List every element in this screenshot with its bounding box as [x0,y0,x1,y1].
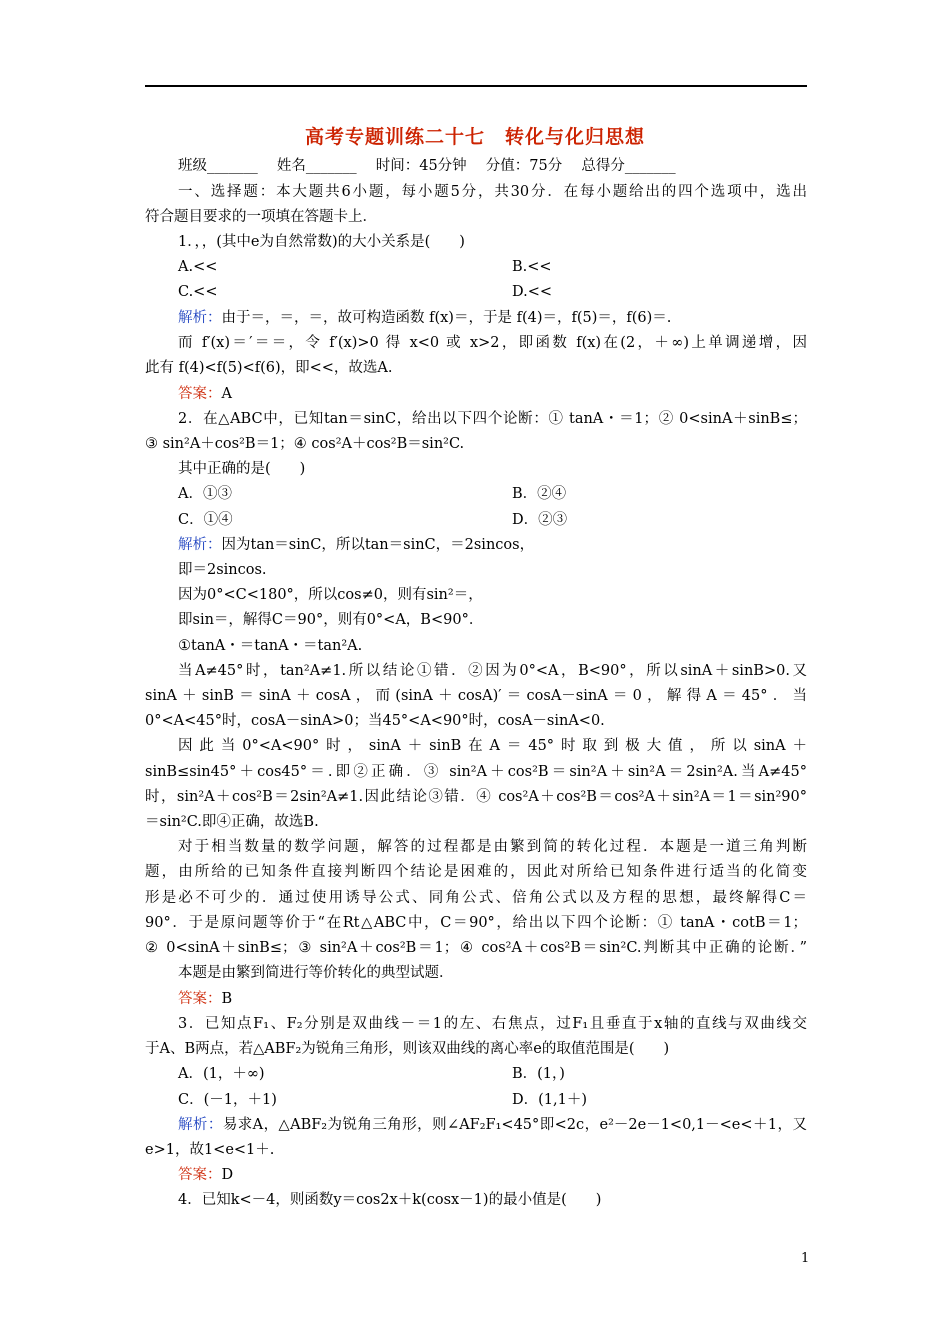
question-3-cont: 于A、B两点，若△ABF₂为锐角三角形，则该双曲线的离心率e的取值范围是( ) [145,1041,670,1057]
solution-text: ＝sin²C.即④正确，故选B. [145,814,319,830]
option-a: A．(1，＋∞) [178,1066,265,1082]
solution-line: 解析：易求A，△ABF₂为锐角三角形，则∠AF₂F₁<45°即<2c，e²－2e－1<0,1－<e<＋1，又 [178,1117,807,1133]
solution-label: 解析： [178,537,222,553]
question-1: 1．，，(其中e为自然常数)的大小关系是( ) [178,234,465,250]
option-c: C．①④ [178,512,233,528]
solution-line: 解析：因为tan＝sinC，所以tan＝sinC，＝2sincos， [178,537,535,553]
commentary-text: 本题是由繁到简进行等价转化的典型试题． [178,965,454,981]
question-2-prompt: 其中正确的是( ) [178,461,306,477]
solution-text: sinA＋sinB＝sinA＋cosA，而(sinA＋cosA)′＝cosA－sinA＝0，解得A＝45°．当 [145,688,807,704]
option-c: C．(－1，＋1) [178,1092,277,1108]
option-c: C.<< [178,284,218,300]
commentary-text: ② 0<sinA＋sinB≤；③ sin²A＋cos²B＝1；④ cos²A＋cos²B＝sin²C.判断其中正确的论断．” [145,940,807,956]
question-2: 2．在△ABC中，已知tan＝sinC，给出以下四个论断：① tanA・＝1；② 0<sinA＋sinB≤； [178,411,807,427]
answer-label: 答案： [178,991,222,1007]
solution-text: 当A≠45°时，tan²A≠1.所以结论①错．②因为0°<A，B<90°，所以sinA＋sinB>0.又 [178,663,807,679]
question-3: 3．已知点F₁、F₂分别是双曲线－＝1的左、右焦点，过F₁且垂直于x轴的直线与双曲线交 [178,1016,807,1032]
solution-text: 即＝2sincos. [178,562,267,578]
section-instructions: 一、选择题：本大题共6小题，每小题5分，共30分．在每小题给出的四个选项中，选出 [178,184,807,200]
option-d: D．②③ [512,512,568,528]
exam-info-line: 班级_______ 姓名_______ 时间：45分钟 分值：75分 总得分_______ [178,158,676,174]
option-a: A.<< [178,259,218,275]
option-b: B．②④ [512,486,567,502]
answer-line: 答案：A [178,386,232,402]
option-d: D.<< [512,284,553,300]
answer-label: 答案： [178,386,222,402]
solution-text: 因此当0°<A<90°时，sinA＋sinB在A＝45°时取到极大值，所以sinA＋ [178,738,807,754]
page-number: 1 [801,1251,810,1266]
solution-text: e>1，故1<e<1＋. [145,1142,275,1158]
section-instructions-cont: 符合题目要求的一项填在答题卡上． [145,209,377,225]
answer-line: 答案：B [178,991,233,1007]
question-4: 4．已知k<－4，则函数y＝cos2x＋k(cosx－1)的最小值是( ) [178,1192,602,1208]
option-d: D．(1,1＋) [512,1092,587,1108]
answer-line: 答案：D [178,1167,234,1183]
solution-label: 解析： [178,310,222,326]
header-rule [145,85,807,87]
solution-text: ①tanA・＝tanA・＝tan²A. [178,638,363,654]
solution-text: sinB≤sin45°＋cos45°＝.即②正确．③ sin²A＋cos²B＝sin²A＋sin²A＝2sin²A.当A≠45° [145,764,807,780]
solution-text: 而 f′(x)＝′＝＝，令 f′(x)>0 得 x<0 或 x>2，即函数 f(x)在(2，＋∞)上单调递增，因 [178,335,807,351]
option-a: A．①③ [178,486,232,502]
answer-label: 答案： [178,1167,222,1183]
solution-text: 此有 f(4)<f(5)<f(6)，即<<，故选A. [145,360,393,376]
commentary-text: 题，由所给的已知条件直接判断四个结论是困难的，因此对所给已知条件进行适当的化简变 [145,864,807,880]
solution-text: 即sin＝，解得C＝90°，则有0°<A，B<90°． [178,612,484,628]
solution-label: 解析： [178,1117,223,1133]
solution-text: 时，sin²A＋cos²B＝2sin²A≠1.因此结论③错．④ cos²A＋cos²B＝cos²A＋sin²A＝1＝sin²90° [145,789,807,805]
document-title: 高考专题训练二十七 转化与化归思想 [304,126,645,148]
commentary-text: 90°．于是原问题等价于“在Rt△ABC中，C＝90°，给出以下四个论断：① tanA・cotB＝1； [145,915,807,931]
solution-line: 解析：由于＝，＝，＝，故可构造函数 f(x)＝，于是 f(4)＝，f(5)＝，f(6)＝. [178,310,672,326]
commentary-text: 形是必不可少的．通过使用诱导公式、同角公式、倍角公式以及方程的思想，最终解得C＝ [145,890,807,906]
solution-text: 0°<A<45°时，cosA－sinA>0；当45°<A<90°时，cosA－sinA<0. [145,713,605,729]
option-b: B．(1，) [512,1066,565,1082]
option-b: B.<< [512,259,552,275]
question-2-cont: ③ sin²A＋cos²B＝1；④ cos²A＋cos²B＝sin²C. [145,436,465,452]
solution-text: 因为0°<C<180°，所以cos≠0，则有sin²＝， [178,587,483,603]
commentary-text: 对于相当数量的数学问题，解答的过程都是由繁到简的转化过程．本题是一道三角判断 [178,839,807,855]
